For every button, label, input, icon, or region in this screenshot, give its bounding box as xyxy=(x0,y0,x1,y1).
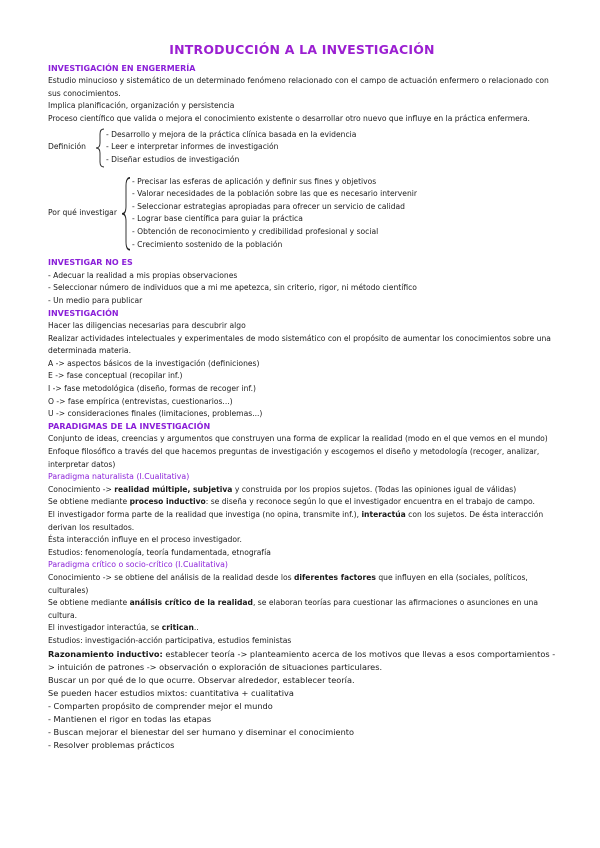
document-page xyxy=(48,44,556,752)
section-heading-paradigmas: PARADIGMAS DE LA INVESTIGACIÓN xyxy=(48,421,211,431)
paragraph: Buscar un por qué de lo que ocurre. Observar alrededor, establecer teoría. xyxy=(48,674,355,685)
definicion-block xyxy=(48,128,556,168)
paragraph: El investigador forma parte de la realidad que investiga (no opina, transmite inf.), interactúa con los sujetos. De ésta interacción derivan los resultados. xyxy=(48,510,544,532)
subheading-naturalista: Paradigma naturalista (I.Cualitativa) xyxy=(48,472,190,482)
brace-icon xyxy=(94,128,106,168)
paragraph: Hacer las diligencias necesarias para descubrir algo xyxy=(48,321,246,331)
section-heading-investigar-no-es: INVESTIGAR NO ES xyxy=(48,258,133,268)
list-item: - Un medio para publicar xyxy=(48,295,143,305)
list-item: - Adecuar la realidad a mis propias observaciones xyxy=(48,270,238,280)
paragraph: Se pueden hacer estudios mixtos: cuantitativa + cualitativa xyxy=(48,687,294,698)
definicion-label: Definición xyxy=(48,142,86,152)
list-item: - Leer e interpretar informes de investigación xyxy=(106,142,279,152)
brace-icon xyxy=(120,176,132,252)
paragraph: Enfoque filosófico a través del que hacemos preguntas de investigación y escogemos el diseño y metodología (recoger, analizar, interpretar datos) xyxy=(48,447,540,469)
document-title: INTRODUCCIÓN A LA INVESTIGACIÓN xyxy=(169,42,435,57)
list-item: U -> consideraciones finales (limitaciones, problemas...) xyxy=(48,409,263,419)
paragraph: Estudios: investigación-acción participativa, estudios feministas xyxy=(48,635,292,645)
list-item: - Buscan mejorar el bienestar del ser humano y diseminar el conocimiento xyxy=(48,726,354,737)
list-item: - Resolver problemas prácticos xyxy=(48,739,175,750)
paragraph: Conocimiento -> se obtiene del análisis de la realidad desde los diferentes factores que influyen en ella (sociales, políticos, culturales) xyxy=(48,572,528,595)
list-item: - Crecimiento sostenido de la población xyxy=(132,239,283,249)
list-item: I -> fase metodológica (diseño, formas de recoger inf.) xyxy=(48,384,256,394)
paragraph: Implica planificación, organización y persistencia xyxy=(48,101,235,111)
paragraph: El investigador interactúa, se critican.. xyxy=(48,623,199,633)
subheading-critico: Paradigma crítico o socio-crítico (I.Cualitativa) xyxy=(48,560,228,570)
paragraph: Estudio minucioso y sistemático de un determinado fenómeno relacionado con el campo de actuación enfermero o relacionado con sus conocimientos. xyxy=(48,76,549,98)
paragraph: Proceso científico que valida o mejora el conocimiento existente o desarrollar otro nuevo que influye en la práctica enfermera. xyxy=(48,113,530,123)
list-item: A -> aspectos básicos de la investigación (definiciones) xyxy=(48,358,260,368)
paragraph: Ésta interacción influye en el proceso investigador. xyxy=(48,535,242,545)
list-item: O -> fase empírica (entrevistas, cuestionarios...) xyxy=(48,396,233,406)
paragraph: Se obtiene mediante proceso inductivo: se diseña y reconoce según lo que el investigador encuentra en el trabajo de campo. xyxy=(48,497,535,507)
list-item: - Precisar las esferas de aplicación y definir sus fines y objetivos xyxy=(132,176,377,186)
list-item: - Mantienen el rigor en todas las etapas xyxy=(48,713,212,724)
list-item: - Diseñar estudios de investigación xyxy=(106,154,240,164)
list-item: - Obtención de reconocimiento y credibilidad profesional y social xyxy=(132,226,379,236)
list-item: - Seleccionar estrategias apropiadas para ofrecer un servicio de calidad xyxy=(132,201,406,211)
section-heading-investigacion: INVESTIGACIÓN xyxy=(48,308,119,318)
paragraph: Razonamiento inductivo: establecer teoría -> planteamiento acerca de los motivos que llevas a esos comportamientos -> intuición de patrones -> observación o exploración de situaciones particulares. xyxy=(48,648,556,672)
list-item: E -> fase conceptual (recopilar inf.) xyxy=(48,371,183,381)
paragraph: Realizar actividades intelectuales y experimentales de modo sistemático con el propósito de aumentar los conocimientos sobre una determinada materia. xyxy=(48,333,551,356)
list-item: - Seleccionar número de individuos que a mi me apetezca, sin criterio, rigor, ni método científico xyxy=(48,283,417,293)
list-item: - Lograr base científica para guiar la práctica xyxy=(132,214,303,224)
paragraph: Se obtiene mediante análisis crítico de la realidad, se elaboran teorías para cuestionar las afirmaciones o asunciones en una cultura. xyxy=(48,598,538,620)
paragraph: Estudios: fenomenología, teoría fundamentada, etnografía xyxy=(48,547,271,557)
list-item: - Valorar necesidades de la población sobre las que es necesario intervenir xyxy=(132,189,417,199)
list-item: - Comparten propósito de comprender mejor el mundo xyxy=(48,700,273,711)
paragraph: Conocimiento -> realidad múltiple, subjetiva y construida por los propios sujetos. (Todas las opiniones igual de válidas) xyxy=(48,484,517,494)
list-item: - Desarrollo y mejora de la práctica clínica basada en la evidencia xyxy=(106,129,357,139)
porque-block xyxy=(48,176,556,252)
section-heading-enfermeria: INVESTIGACIÓN EN ENGERMERÍA xyxy=(48,63,196,73)
paragraph: Conjunto de ideas, creencias y argumentos que construyen una forma de explicar la realidad (modo en el que vemos en el mundo) xyxy=(48,434,548,444)
porque-label: Por qué investigar xyxy=(48,208,117,218)
